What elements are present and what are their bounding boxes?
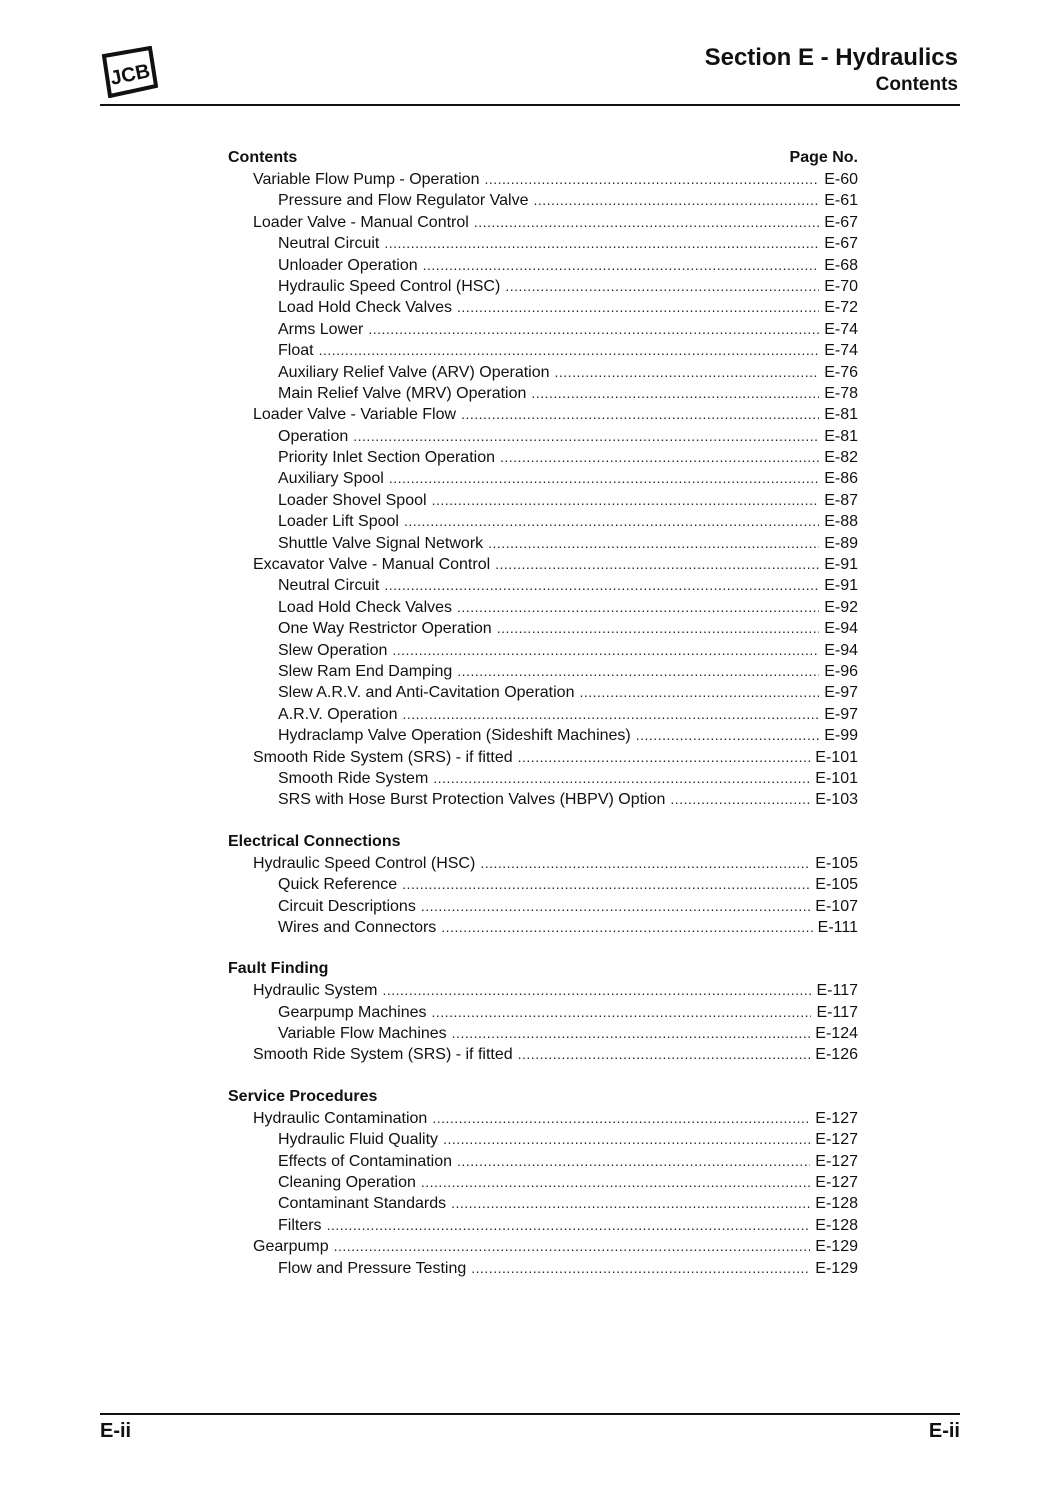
toc-entry-title: A.R.V. Operation [278, 705, 398, 723]
toc-entry[interactable] [228, 1215, 858, 1236]
toc-entry[interactable] [228, 874, 858, 895]
toc-entry[interactable] [228, 1236, 858, 1257]
toc-entry[interactable] [228, 1023, 858, 1044]
toc-dot-leader [402, 874, 810, 895]
toc-dot-leader [421, 896, 810, 917]
toc-entry[interactable] [228, 404, 858, 425]
toc-entry[interactable] [228, 640, 858, 661]
toc-entry[interactable] [228, 747, 858, 768]
toc-dot-leader [327, 1215, 811, 1236]
jcb-logo [100, 46, 158, 98]
toc-entry[interactable] [228, 169, 858, 190]
toc-entry-page: E-124 [815, 1025, 858, 1043]
toc-entry[interactable] [228, 276, 858, 297]
toc-entry-title: Gearpump Machines [278, 1003, 427, 1021]
toc-entry-title: SRS with Hose Burst Protection Valves (HBPV) Option [278, 791, 666, 809]
toc-entry-title: Smooth Ride System (SRS) - if fitted [253, 748, 513, 766]
toc-entry-page: E-67 [824, 213, 858, 231]
toc-entry-page: E-68 [824, 256, 858, 274]
toc-entry-title: Loader Valve - Variable Flow [253, 406, 457, 424]
toc-entry-title: Filters [278, 1216, 322, 1234]
toc-dot-leader [488, 533, 819, 554]
toc-dot-leader [518, 747, 811, 768]
toc-entry[interactable] [228, 1193, 858, 1214]
toc-entry-page: E-127 [815, 1131, 858, 1149]
toc-entry-title: Load Hold Check Valves [278, 598, 453, 616]
toc-entry[interactable] [228, 1108, 858, 1129]
toc-entry[interactable] [228, 190, 858, 211]
toc-entry[interactable] [228, 468, 858, 489]
toc-entry-title: Arms Lower [278, 320, 364, 338]
toc-page-heading: Page No. [789, 149, 858, 166]
toc-entry[interactable] [228, 297, 858, 318]
toc-entry[interactable] [228, 917, 858, 938]
toc-entry[interactable] [228, 340, 858, 361]
toc-dot-leader [457, 297, 819, 318]
toc-entry[interactable] [228, 980, 858, 1001]
toc-entry-title: Circuit Descriptions [278, 897, 416, 915]
toc-entry-page: E-105 [815, 876, 858, 894]
toc-entry-page: E-127 [815, 1152, 858, 1170]
toc-entry-page: E-82 [824, 449, 858, 467]
toc-entry-page: E-88 [824, 513, 858, 531]
toc-entry-page: E-67 [824, 235, 858, 253]
toc-entry[interactable] [228, 319, 858, 340]
toc-entry-page: E-86 [824, 470, 858, 488]
footer-page-right: E-ii [928, 1420, 960, 1442]
toc-section-heading: Fault Finding [228, 960, 329, 978]
toc-entry-page: E-74 [824, 320, 858, 338]
toc-entry-title: Shuttle Valve Signal Network [278, 534, 484, 552]
header-rule [100, 104, 960, 106]
toc-entry-title: Smooth Ride System (SRS) - if fitted [253, 1046, 513, 1064]
toc-entry-page: E-72 [824, 299, 858, 317]
toc-entry[interactable] [228, 447, 858, 468]
toc-entry[interactable] [228, 682, 858, 703]
toc-entry[interactable] [228, 212, 858, 233]
toc-entry[interactable] [228, 1151, 858, 1172]
toc-entry-page: E-127 [815, 1109, 858, 1127]
toc-dot-leader [457, 661, 819, 682]
toc-entry-title: Cleaning Operation [278, 1174, 416, 1192]
toc-section-heading: Service Procedures [228, 1087, 378, 1105]
toc-dot-leader [432, 1108, 810, 1129]
toc-dot-leader [423, 255, 820, 276]
toc-entry-title: Contaminant Standards [278, 1195, 447, 1213]
toc-entry-title: Quick Reference [278, 876, 398, 894]
toc-entry-title: Gearpump [253, 1238, 329, 1256]
toc-entry-page: E-129 [815, 1238, 858, 1256]
toc-entry-title: Auxiliary Spool [278, 470, 384, 488]
toc-dot-leader [384, 575, 819, 596]
toc-entry-title: Variable Flow Machines [278, 1025, 447, 1043]
toc-dot-leader [457, 597, 819, 618]
toc-entry-title: Variable Flow Pump - Operation [253, 171, 480, 188]
toc-entry-page: E-128 [815, 1195, 858, 1213]
toc-entry-title: Operation [278, 427, 349, 445]
toc-entry-title: Main Relief Valve (MRV) Operation [278, 384, 527, 402]
toc-entry-page: E-61 [824, 192, 858, 210]
toc-entry-page: E-117 [816, 1003, 858, 1021]
toc-entry-page: E-94 [824, 620, 858, 638]
toc-dot-leader [484, 169, 819, 190]
toc-dot-leader [334, 1236, 811, 1257]
toc-entry[interactable] [228, 255, 858, 276]
toc-entry-page: E-128 [815, 1216, 858, 1234]
toc-entry-page: E-97 [824, 684, 858, 702]
toc-dot-leader [443, 1129, 810, 1150]
toc-entry-page: E-89 [824, 534, 858, 552]
toc-entry-title: Hydraulic Speed Control (HSC) [253, 854, 476, 872]
toc-entry[interactable] [228, 768, 858, 789]
toc-dot-leader [497, 618, 820, 639]
toc-entry-page: E-60 [824, 171, 858, 188]
toc-dot-leader [441, 917, 812, 938]
toc-dot-leader [433, 768, 810, 789]
toc-entry[interactable] [228, 575, 858, 596]
toc-entry-page: E-103 [815, 791, 858, 809]
toc-entry-title: Neutral Circuit [278, 235, 380, 253]
toc-entry-page: E-127 [815, 1174, 858, 1192]
toc-entry[interactable] [228, 1258, 858, 1279]
toc-entry-title: Loader Valve - Manual Control [253, 213, 469, 231]
toc-entry[interactable] [228, 426, 858, 447]
toc-entry-title: Wires and Connectors [278, 918, 437, 936]
toc-section-heading: Electrical Connections [228, 832, 401, 850]
toc-dot-leader [421, 1172, 810, 1193]
toc-entry-title: Loader Shovel Spool [278, 491, 427, 509]
toc-entry[interactable] [228, 490, 858, 511]
toc-entry-title: Slew Operation [278, 641, 388, 659]
toc-entry-page: E-87 [824, 491, 858, 509]
toc-entry[interactable] [228, 1172, 858, 1193]
toc-entry-title: Hydraclamp Valve Operation (Sideshift Machines) [278, 727, 631, 745]
toc-entry-title: Effects of Contamination [278, 1152, 453, 1170]
toc-heading: Contents [228, 149, 298, 166]
toc-entry-page: E-97 [824, 705, 858, 723]
toc-entry-title: Hydraulic System [253, 982, 378, 1000]
toc-dot-leader [368, 319, 819, 340]
footer-page-left: E-ii [100, 1420, 132, 1442]
toc-dot-leader [404, 511, 819, 532]
toc-dot-leader [505, 276, 819, 297]
toc-entry-title: Flow and Pressure Testing [278, 1259, 467, 1277]
toc-dot-leader [534, 190, 820, 211]
toc-entry-title: Neutral Circuit [278, 577, 380, 595]
toc-dot-leader [500, 447, 819, 468]
toc-dot-leader [389, 468, 819, 489]
toc-dot-leader [480, 853, 810, 874]
toc-entry-title: Float [278, 342, 314, 360]
toc-dot-leader [392, 640, 819, 661]
toc-entry[interactable] [228, 533, 858, 554]
toc-entry-title: Excavator Valve - Manual Control [253, 556, 491, 574]
toc-entry-page: E-81 [824, 427, 858, 445]
toc-entry-title: Load Hold Check Valves [278, 299, 453, 317]
toc-entry[interactable] [228, 554, 858, 575]
toc-dot-leader [353, 426, 819, 447]
toc-entry[interactable] [228, 661, 858, 682]
toc-dot-leader [518, 1044, 811, 1065]
toc-dot-leader [474, 212, 819, 233]
toc-dot-leader [402, 704, 819, 725]
toc-entry-page: E-96 [824, 662, 858, 680]
toc-entry[interactable] [228, 233, 858, 254]
toc-entry[interactable] [228, 383, 858, 404]
svg-text:JCB: JCB [108, 60, 153, 90]
toc-entry-title: Slew Ram End Damping [278, 662, 453, 680]
toc-entry-page: E-126 [815, 1046, 858, 1064]
toc-entry[interactable] [228, 1129, 858, 1150]
toc-entry-page: E-76 [824, 363, 858, 381]
toc-entry-title: Hydraulic Contamination [253, 1109, 428, 1127]
toc-entry[interactable] [228, 725, 858, 746]
footer-rule [100, 1413, 960, 1415]
toc-dot-leader [451, 1193, 810, 1214]
toc-entry-page: E-81 [824, 406, 858, 424]
table-of-contents [228, 147, 858, 1279]
toc-entry-page: E-78 [824, 384, 858, 402]
toc-entry-title: Smooth Ride System [278, 769, 429, 787]
toc-entry-title: Slew A.R.V. and Anti-Cavitation Operation [278, 684, 575, 702]
toc-entry[interactable] [228, 704, 858, 725]
toc-dot-leader [471, 1258, 810, 1279]
toc-entry-page: E-99 [824, 727, 858, 745]
toc-entry[interactable] [228, 896, 858, 917]
toc-dot-leader [432, 490, 820, 511]
toc-entry-page: E-101 [815, 748, 858, 766]
toc-entry-title: Unloader Operation [278, 256, 418, 274]
toc-entry[interactable] [228, 511, 858, 532]
toc-entry-page: E-74 [824, 342, 858, 360]
toc-header-row [228, 147, 858, 169]
toc-dot-leader [452, 1023, 811, 1044]
toc-entry-title: Loader Lift Spool [278, 513, 399, 531]
toc-dot-leader [636, 725, 819, 746]
toc-dot-leader [555, 362, 820, 383]
toc-dot-leader [579, 682, 819, 703]
toc-dot-leader [495, 554, 819, 575]
toc-dot-leader [670, 789, 810, 810]
toc-entry[interactable] [228, 618, 858, 639]
toc-entry[interactable] [228, 362, 858, 383]
toc-entry-page: E-111 [817, 918, 858, 936]
toc-dot-leader [457, 1151, 810, 1172]
toc-dot-leader [384, 233, 819, 254]
toc-entry-page: E-94 [824, 641, 858, 659]
toc-entry-page: E-101 [815, 769, 858, 787]
toc-entry-title: Auxiliary Relief Valve (ARV) Operation [278, 363, 550, 381]
toc-entry-title: Pressure and Flow Regulator Valve [278, 192, 529, 210]
toc-entry-page: E-92 [824, 598, 858, 616]
toc-entry-page: E-117 [816, 982, 858, 1000]
toc-entry-page: E-91 [824, 577, 858, 595]
toc-entry-title: Hydraulic Speed Control (HSC) [278, 277, 501, 295]
toc-entry-title: Hydraulic Fluid Quality [278, 1131, 439, 1149]
toc-entry-page: E-107 [815, 897, 858, 915]
toc-entry-page: E-129 [815, 1259, 858, 1277]
toc-entry[interactable] [228, 1002, 858, 1023]
toc-entry-page: E-91 [824, 556, 858, 574]
toc-dot-leader [461, 404, 819, 425]
toc-dot-leader [432, 1002, 812, 1023]
toc-entry-title: One Way Restrictor Operation [278, 620, 492, 638]
toc-dot-leader [531, 383, 819, 404]
toc-entry-title: Priority Inlet Section Operation [278, 449, 495, 467]
toc-entry[interactable] [228, 853, 858, 874]
section-subtitle: Contents [875, 74, 958, 95]
toc-entry-page: E-70 [824, 277, 858, 295]
toc-dot-leader [382, 980, 811, 1001]
toc-entry[interactable] [228, 789, 858, 810]
section-title: Section E - Hydraulics [704, 44, 958, 71]
toc-dot-leader [319, 340, 820, 361]
toc-entry[interactable] [228, 597, 858, 618]
toc-entry-page: E-105 [815, 854, 858, 872]
toc-entry[interactable] [228, 1044, 858, 1065]
toc-body [228, 169, 858, 1279]
